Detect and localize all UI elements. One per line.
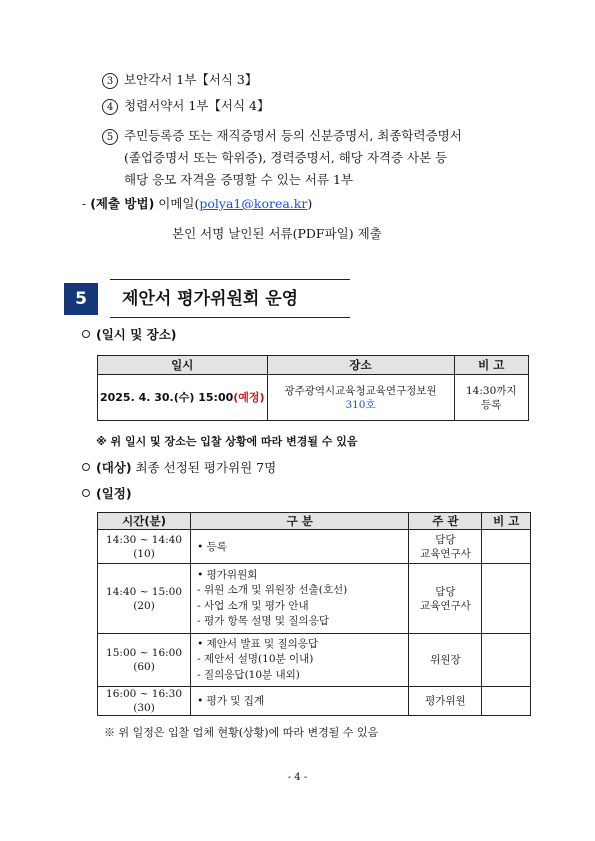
schedule-footnote: ※ 위 일정은 입찰 업체 현황(상황)에 따라 변경될 수 있음 [104, 726, 379, 739]
doc-item-text: 청렴서약서 1부【서식 4】 [124, 98, 270, 113]
circle-bullet-icon [82, 489, 90, 497]
note-line1: 14:30까지 [465, 384, 517, 397]
table-row [98, 634, 531, 687]
circle-bullet-icon [82, 330, 90, 338]
doc-item-5-line2: (졸업증명서 또는 학위증), 경력증명서, 해당 자격증 사본 등 [124, 150, 448, 165]
submit-note: 본인 서명 날인된 서류(PDF파일) 제출 [172, 226, 382, 241]
page-number: - 4 - [287, 772, 308, 783]
doc-item-4 [102, 98, 269, 115]
list-item: - 사업 소개 및 평가 안내 [197, 599, 309, 612]
category-cell [191, 530, 409, 564]
paren-close: ) [307, 196, 313, 211]
list-item: • 제안서 발표 및 질의응답 [197, 637, 319, 650]
note-line2: 등록 [481, 398, 502, 411]
note-cell [454, 375, 528, 421]
time-range: 14:30 ~ 14:40 [106, 533, 183, 546]
date-tag: (예정) [233, 390, 265, 404]
col-note: 비 고 [454, 356, 528, 375]
target-label: (대상) [96, 460, 132, 475]
heading-text: (일정) [96, 486, 132, 501]
duration: (20) [133, 599, 155, 612]
email-link[interactable]: polya1@korea.kr [199, 196, 308, 211]
target-line [82, 460, 276, 476]
time-cell [98, 564, 191, 634]
place-room: 310호 [345, 398, 376, 411]
list-item: - 제안서 설명(10분 이내) [197, 653, 314, 666]
submit-method [82, 196, 312, 212]
place-cell [267, 375, 454, 421]
datetime-footnote: ※ 위 일시 및 장소는 입찰 상황에 따라 변경될 수 있음 [96, 435, 358, 448]
date-value: 2025. 4. 30.(수) 15:00 [99, 390, 234, 404]
host-cell [409, 634, 482, 687]
doc-item-3 [102, 72, 257, 89]
submit-method-text: 이메일( [154, 196, 200, 211]
doc-item-text: 주민등록증 또는 재직증명서 등의 신분증명서, 최종학력증명서 [124, 128, 462, 143]
section-title-top-rule [110, 279, 350, 280]
table-row [98, 687, 531, 716]
host-line1: 담당 [435, 533, 456, 546]
list-item: • 등록 [197, 540, 227, 553]
col-place: 장소 [267, 356, 454, 375]
duration: (60) [133, 661, 155, 673]
time-cell [98, 687, 191, 716]
host-cell [409, 530, 482, 564]
host-cell [409, 687, 482, 716]
place-line1: 광주광역시교육청교육연구정보원 [284, 384, 437, 397]
list-item: - 질의응답(10분 내외) [197, 668, 300, 681]
note-cell [482, 634, 531, 687]
datetime-table [97, 355, 529, 421]
table-row [98, 564, 531, 634]
col-note: 비 고 [482, 513, 531, 530]
category-cell [191, 564, 409, 634]
circle-bullet-icon [82, 463, 90, 471]
schedule-heading [82, 486, 132, 502]
col-category: 구 분 [191, 513, 409, 530]
host-line1: 평가위원 [425, 695, 466, 707]
list-item: - 위원 소개 및 위원장 선출(호선) [197, 584, 348, 596]
list-item: - 평가 항목 설명 및 질의응답 [197, 615, 329, 627]
time-range: 14:40 ~ 15:00 [106, 585, 183, 598]
duration: (30) [133, 702, 155, 714]
note-cell [482, 687, 531, 716]
host-line1: 위원장 [430, 654, 461, 666]
host-cell [409, 564, 482, 634]
datetime-heading [82, 327, 177, 343]
col-time: 시간(분) [98, 513, 191, 530]
category-cell [191, 634, 409, 687]
section-number: 5 [64, 283, 98, 315]
host-line2: 교육연구사 [420, 547, 471, 560]
time-cell [98, 530, 191, 564]
note-cell [482, 564, 531, 634]
host-line2: 교육연구사 [420, 599, 471, 612]
circled-number: 3 [102, 73, 118, 89]
duration: (10) [133, 547, 155, 560]
section-title-bottom-rule [110, 317, 350, 318]
section-title: 제안서 평가위원회 운영 [122, 289, 299, 309]
doc-item-text: 보안각서 1부【서식 3】 [124, 72, 258, 87]
note-cell [482, 530, 531, 564]
submit-label: (제출 방법) [90, 196, 155, 211]
circled-number: 5 [102, 129, 118, 145]
doc-item-5 [102, 128, 462, 145]
doc-item-5-line3: 해당 응모 자격을 증명할 수 있는 서류 1부 [124, 172, 353, 187]
category-cell [191, 687, 409, 716]
target-text: 최종 선정된 평가위원 7명 [131, 460, 277, 475]
circled-number: 4 [102, 99, 118, 115]
table-row [98, 530, 531, 564]
col-date: 일시 [98, 356, 268, 375]
list-item: • 평가위원회 [197, 568, 258, 581]
time-cell [98, 634, 191, 687]
time-range: 15:00 ~ 16:00 [106, 647, 183, 659]
date-cell [98, 375, 268, 421]
col-host: 주 관 [409, 513, 482, 530]
schedule-table [97, 512, 531, 716]
host-line1: 담당 [435, 585, 456, 598]
list-item: • 평가 및 집계 [197, 695, 265, 707]
dash: - [82, 196, 87, 211]
time-range: 16:00 ~ 16:30 [106, 688, 183, 700]
heading-text: (일시 및 장소) [96, 327, 177, 342]
